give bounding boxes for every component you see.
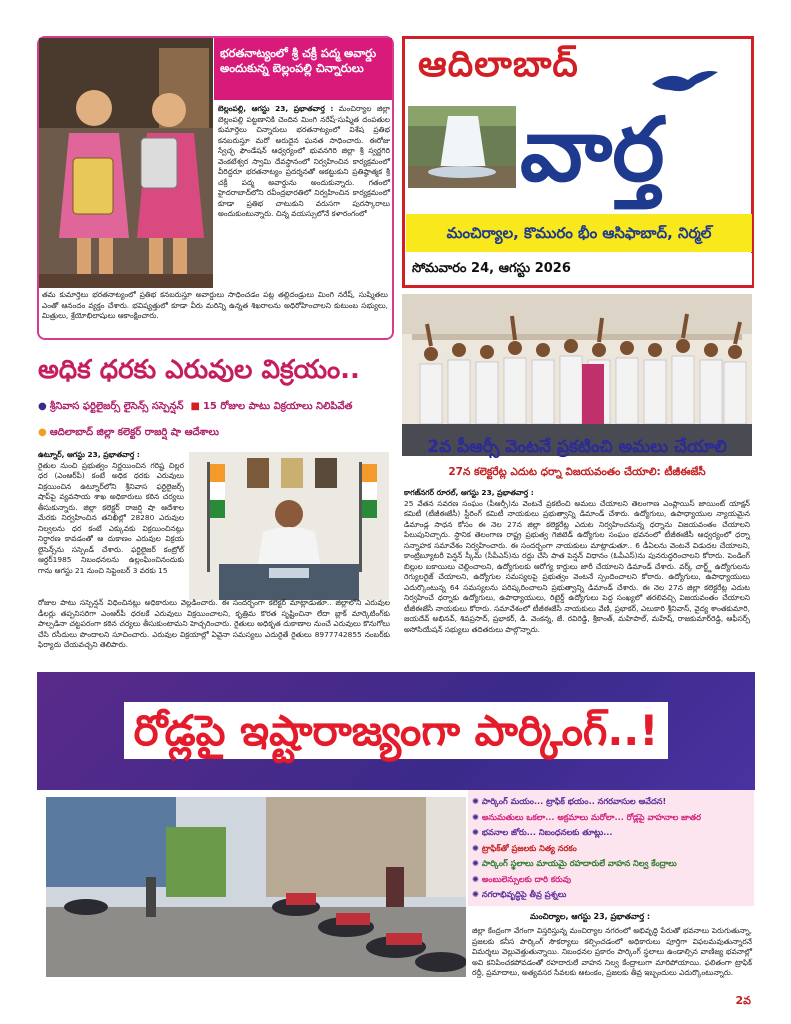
- story3-subheadline: 27న కలెక్టరేట్ల ఎదుట ధర్నా విజయవంతం చేయాలి: టీజీఈజేసీ: [448, 466, 706, 478]
- story2-bullets-row2: [38, 426, 398, 444]
- story2-body-bottom: రోజుల పాటు సస్పెన్షన్ విధించినట్లు అధికారులు వెల్లడించారు. ఈ సందర్భంగా కలెక్టర్ మాట్లాడుతూ.. జిల్లాలోని ఎరువుల డీలర్లు తప్పనిసరిగా ఎంఆర్‌పీ ధరలకే ఎరువులు విక్రయించాలని, కృత్రిమ కొరత సృష్టించినా లేదా బ్లాక్ మార్కెటింగ్‌కు పాల్పడినా చట్టపరంగా కఠిన చర్యలు తీసుకుంటామని హెచ్చరించారు. రైతులు అధికృత దుకాణాల నుంచే ఎరువులు కొనుగోలు చేసి రసీదులు పొందాలని సూచించారు. ఎరువుల విక్రయాల్లో ఏవైనా సమస్యలు ఎదురైతే రైతులు 8977742855 నంబర్‌కు ఫిర్యాదు చేయవచ్చని తెలిపారు.: [38, 598, 390, 649]
- story2-bullet2: 15 రోజుల పాటు విక్రయాలు నిలిపివేత: [202, 401, 353, 412]
- story4-highlight: నగరాభివృద్ధిపై తీవ్ర ప్రశ్నలు: [481, 889, 567, 899]
- story4-highlight: భవనాల జోరు... నిబంధనలకు తూట్లు...: [481, 827, 613, 837]
- story3-body: [404, 488, 750, 635]
- story3-dateline: కాగజ్‌నగర్ రూరల్, ఆగస్టు 23, ప్రభాతవార్త :: [404, 488, 534, 497]
- story1-photo: [39, 38, 213, 288]
- story2-bullet3: ఆదిలాబాద్ జిల్లా కలెక్టర్ రాజర్షి షా ఆదేశాలు: [49, 427, 220, 438]
- story4-dateline: మంచిర్యాల, ఆగస్టు 23, ప్రభాతవార్త :: [530, 912, 651, 921]
- bullet-icon: ■: [190, 401, 200, 412]
- story4-parking-photo: [46, 797, 466, 977]
- story4-highlight: అంబులెన్సులకు దారి కరువు: [481, 873, 572, 884]
- dove-logo-icon: [650, 66, 720, 96]
- story2-dateline: ఉట్నూర్, ఆగస్టు 23, ప్రభాతవార్త :: [38, 450, 140, 459]
- masthead-districts: మంచిర్యాల, కొమురం భీం ఆసిఫాబాద్, నిర్మల్: [406, 214, 752, 252]
- story2-body-left-text: రైతుల నుంచి ప్రభుత్వం నిర్ణయించిన గరిష్ట చిల్లర ధర (ఎంఆర్‌పీ) కంటే అధిక ధరకు ఎరువులు విక్రయించిన ఉట్నూర్‌లోని శ్రీనివాస ఫర్టిలైజర్స్ షాప్‌పై వ్యవసాయ శాఖ అధికారులు కఠిన చర్యలు తీసుకున్నారు. జిల్లా కలెక్టర్ రాజర్షి షా ఆదేశాల మేరకు నిర్వహించిన తనిఖీల్లో 28280 ఎరువుల నిల్వలను ధర కంటే ఎక్కువకు విక్రయించినట్లు నిర్ధారణ కావడంతో ఆ దుకాణం ఎరువుల విక్రయ లైసెన్స్‌ను సస్పెండ్ చేశారు. ఫర్టిలైజర్ కంట్రోల్ ఆర్డర్1985 నిబంధనలను ఉల్లంఘించినందుకు గాను ఆగస్టు 21 నుంచి సెప్టెంబర్ 3 వరకు 15: [38, 460, 184, 575]
- list-item: ✺ పార్కింగ్ స్థలాలు మాయమై రహదారులే వాహన నిల్వ కేంద్రాలు: [472, 858, 677, 868]
- story1-photo-art: [39, 38, 213, 288]
- masthead-waterfall-photo: [408, 106, 516, 188]
- list-item: ✺ ట్రాఫిక్‌తో ప్రజలకు నిత్య నరకం: [472, 842, 577, 853]
- story4-highlight: ట్రాఫిక్‌తో ప్రజలకు నిత్య నరకం: [481, 842, 577, 853]
- story4-highlights-list: [472, 794, 752, 903]
- story4-highlight: అనుమతులు ఒకలా... అక్రమాలు మరోలా... రోడ్లపై వాహనాల జాతర: [481, 811, 701, 822]
- story1-body: [218, 104, 390, 220]
- list-item: ✺ భవనాల జోరు... నిబంధనలకు తూట్లు...: [472, 827, 613, 837]
- story2-body-left: [38, 450, 184, 576]
- story1-dateline: బెల్లంపల్లి, ఆగస్టు 23, ప్రభాతవార్త :: [218, 104, 334, 113]
- story4-highlight: పార్కింగ్ మయం... ట్రాఫిక్ భయం.. నగరవాసుల ఆవేదన!: [481, 796, 667, 806]
- list-item: ✺ నగరాభివృద్ధిపై తీవ్ర ప్రశ్నలు: [472, 889, 567, 899]
- story1-continuation: తమ కుమార్తెలు భరతనాట్యంలో ప్రతిభ కనబరుస్తూ అవార్డులు సాధించడం పట్ల తల్లిదండ్రులు మింగి నరేష్, సుష్మితలు ఎంతో ఆనందం వ్యక్తం చేశారు. భవిష్యత్తులో కూడా వీరు మరిన్ని ఉన్నత శిఖరాలను అధిరోహించాలని కుటుంబ సభ్యులు, మిత్రులు, శ్రేయోభిలాషులు ఆకాంక్షించారు.: [42, 290, 388, 320]
- list-item: ✺ అంబులెన్సులకు దారి కరువు: [472, 873, 572, 884]
- story4-highlight: పార్కింగ్ స్థలాలు మాయమై రహదారులే వాహన నిల్వ కేంద్రాలు: [481, 858, 677, 868]
- bullet-icon: ●: [38, 401, 47, 412]
- story2-headline: అధిక ధరకు ఎరువుల విక్రయం..: [38, 355, 360, 385]
- story1-headline: భరతనాట్యంలో శ్రీ చక్రీ పద్మ అవార్డు అందుకున్న బెల్లంపల్లి చిన్నారులు: [214, 38, 392, 100]
- story2-bullets-row1: [38, 400, 398, 418]
- story3-body-text: 25 వేతన సవరణ సంఘం (పీఆర్సీ)ను వెంటనే ప్రకటించి అమలు చేయాలని తెలంగాణ ఎంప్లాయిస్ జాయింట్ యాక్షన్ కమిటీ (టీజీఈజేసీ) స్టీరింగ్ కమిటీ నాయకులు ప్రభుత్వాన్ని డిమాండ్ చేశారు. ఉద్యోగులు, ఉపాధ్యాయుల న్యాయమైన డిమాండ్ల సాధన కోసం ఈ నెల 27న జిల్లా కలెక్టరేట్ల ఎదుట నిర్వహించనున్న ధర్నాను విజయవంతం చేయాలని పిలుపునిచ్చారు. స్థానిక తెలంగాణ రాష్ట్ర ప్రభుత్వ గెజిటెడ్ ఉద్యోగుల సంఘం భవనంలో టీజీఈజేసీ ఆధ్వర్యంలో ధర్నా సన్నాహక సమావేశం నిర్వహించారు. ఈ సందర్భంగా నాయకులు మాట్లాడుతూ.. 6 డీఏలను వెంటనే విడుదల చేయాలని, కాంట్రిబ్యూటరీ పెన్షన్ స్కీమ్ (సీపీఎస్)ను రద్దు చేసి పాత పెన్షన్ విధానం (ఓపీఎస్)ను పునరుద్ధరించాలని కోరారు. పెండింగ్ బిల్లుల బకాయిలు చెల్లించాలని, ఉద్యోగులకు ఆరోగ్య కార్డులు జారీ చేయాలని డిమాండ్ చేశారు. వర్క్ చార్జ్డ్ ఉద్యోగులను రెగ్యులరైజ్ చేయాలని, ఉద్యోగుల సమస్యలపై ప్రభుత్వం వెంటనే స్పందించాలని కోరారు. ఉద్యోగులు, ఉపాధ్యాయులు ఎదుర్కొంటున్న 64 సమస్యలను పరిష్కరించాలని ప్రభుత్వాన్ని డిమాండ్ చేశారు. ఈ నెల 27న జిల్లా కలెక్టరేట్ల ఎదుట నిర్వహించే ధర్నాకు ఉద్యోగులు, ఉపాధ్యాయులు, రిటైర్డ్ ఉద్యోగులు పెద్ద సంఖ్యలో తరలివచ్చి విజయవంతం చేయాలని టీజీఈజేసీ నాయకులు కోరారు. సమావేశంలో టీజీఈజేసీ నాయకులు వేణి, ప్రభాకర్, ఎలుకారి శ్రీనివాస్, వైద్య శాంతకుమారి, జయదేవ్ అభినవ్, శివప్రసాద్, ప్రభాకర్, డి. వెంకన్న, జే. రవిరెడ్డి, శ్రీకాంత్, మహిపాల్, మహేష్, రాజకుమార్‌రెడ్డి, ఆఫీసర్స్ అసోసియేషన్ సభ్యులు తదితరులు పాల్గొన్నారు.: [404, 498, 750, 634]
- story2-collector-photo: [189, 452, 389, 600]
- story1-body-text: మంచిర్యాల జిల్లా బెల్లంపల్లి పట్టణానికి చెందిన మింగి నరేష్-సుష్మిత దంపతుల కుమార్తెలు చిన్నారులు భరతనాట్యంలో విశేష ప్రతిభ కనబరుస్తూ మరో అరుదైన ఘనత సాధించారు. ఈరోజు స్వేచ్ఛ ఫౌండేషన్ ఆధ్వర్యంలో భువనగిరి జిల్లా శ్రీ స్వర్ణగిరి వెంకటేశ్వర స్వామి దేవస్థానంలో నిర్వహించిన కార్యక్రమంలో వీరిద్దరూ భరతనాట్యం ప్రదర్శనతో ఆకట్టుకుని ప్రతిష్ఠాత్మక శ్రీ చక్రీ పద్మ అవార్డును అందుకున్నారు. గతంలో హైదరాబాద్‌లోని రవీంద్రభారతిలో నిర్వహించిన కార్యక్రమంలో కూడా ప్రతిభ చాటుకుని వరుసగా పురస్కారాలు అందుకుంటున్నారు. చిన్న వయస్సులోనే కళారంగంలో: [218, 104, 390, 218]
- masthead-date: సోమవారం 24, ఆగస్టు 2026: [406, 253, 752, 285]
- list-item: ✺ పార్కింగ్ మయం... ట్రాఫిక్ భయం.. నగరవాసుల ఆవేదన!: [472, 796, 667, 806]
- story4-headline-banner: [37, 672, 755, 790]
- story4-continued-marker: 2వ: [735, 994, 751, 1007]
- story3-headline: 2వ పీఆర్సీ వెంటనే ప్రకటించి అమలు చేయాలి: [427, 437, 727, 457]
- masthead-name-line2: వార్త: [520, 98, 665, 201]
- masthead-name-line1: ఆదిలాబాద్: [418, 44, 579, 85]
- story4-body: జిల్లా కేంద్రంగా వేగంగా విస్తరిస్తున్న మంచిర్యాల నగరంలో అభివృద్ధి పేరుతో భవనాలు పెరుగుతున్నా, ప్రజలకు కనీస పార్కింగ్ సౌకర్యాలు కల్పించడంలో అధికారులు పూర్తిగా విఫలమవుతున్నారనే విమర్శలు వెల్లువెత్తుతున్నాయి. నిబంధనల ప్రకారం పార్కింగ్ స్థలాలు ఉండాల్సిన వాణిజ్య భవనాల్లో అవి కనిపించకపోవడంతో రహదారులే వాహన నిల్వ కేంద్రాలుగా మారిపోయాయి. ఫలితంగా ట్రాఫిక్ రద్దీ, ప్రమాదాలు, అత్యవసర సేవలకు ఆటంకం, ప్రజలకు తీవ్ర ఇబ్బందులు ఎదుర్కొంటున్నారు.: [472, 926, 752, 977]
- list-item: ✺ అనుమతులు ఒకలా... అక్రమాలు మరోలా... రోడ్లపై వాహనాల జాతర: [472, 811, 701, 822]
- story4-headline: రోడ్లపై ఇష్టారాజ్యంగా పార్కింగ్..!: [124, 702, 669, 759]
- bullet-icon: ●: [38, 427, 47, 438]
- story2-bullet1: శ్రీనివాస ఫర్టిలైజర్స్ లైసెన్స్ సస్పెన్షన్: [49, 401, 184, 412]
